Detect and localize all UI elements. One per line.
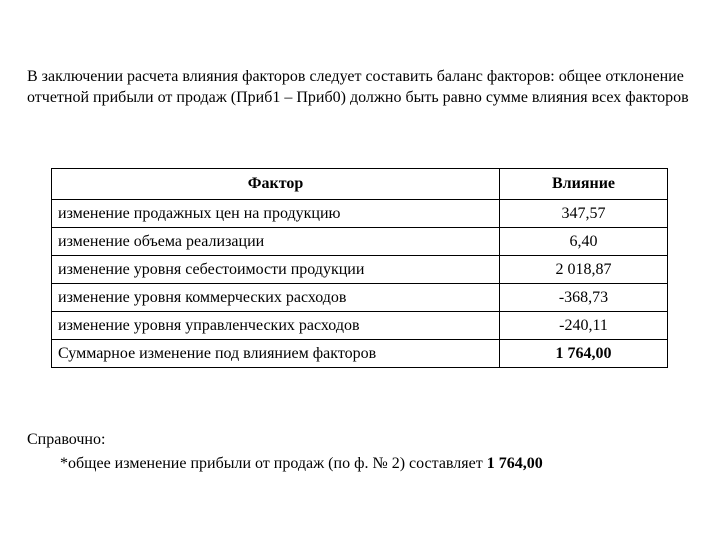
total-row [52,340,668,368]
table-row [52,312,668,340]
value-cell: 347,57 [500,200,668,228]
intro-paragraph: В заключении расчета влияния факторов следует составить баланс факторов: общее отклонение отчетной прибыли от продаж (Приб1 – Приб0) должно быть равно сумме влияния всех факторов [27,68,689,106]
header-influence: Влияние [500,169,668,200]
value-cell: 6,40 [500,228,668,256]
total-label-cell: Суммарное изменение под влиянием факторов [52,340,500,368]
table-header-row [52,169,668,200]
table-row [52,200,668,228]
header-factor: Фактор [52,169,500,200]
value-cell: -240,11 [500,312,668,340]
note-line [60,455,543,473]
note-text: *общее изменение прибыли от продаж (по ф. № 2) составляет [60,455,483,472]
note-value: 1 764,00 [486,455,543,472]
note-title: Справочно: [27,431,106,448]
table-row [52,284,668,312]
table-row [52,228,668,256]
factor-cell: изменение уровня коммерческих расходов [52,284,500,312]
value-cell: -368,73 [500,284,668,312]
value-cell: 2 018,87 [500,256,668,284]
table-row [52,256,668,284]
factor-cell: изменение продажных цен на продукцию [52,200,500,228]
factors-table [51,168,668,368]
total-value-cell: 1 764,00 [500,340,668,368]
factor-cell: изменение уровня управленческих расходов [52,312,500,340]
factor-cell: изменение объема реализации [52,228,500,256]
factor-cell: изменение уровня себестоимости продукции [52,256,500,284]
